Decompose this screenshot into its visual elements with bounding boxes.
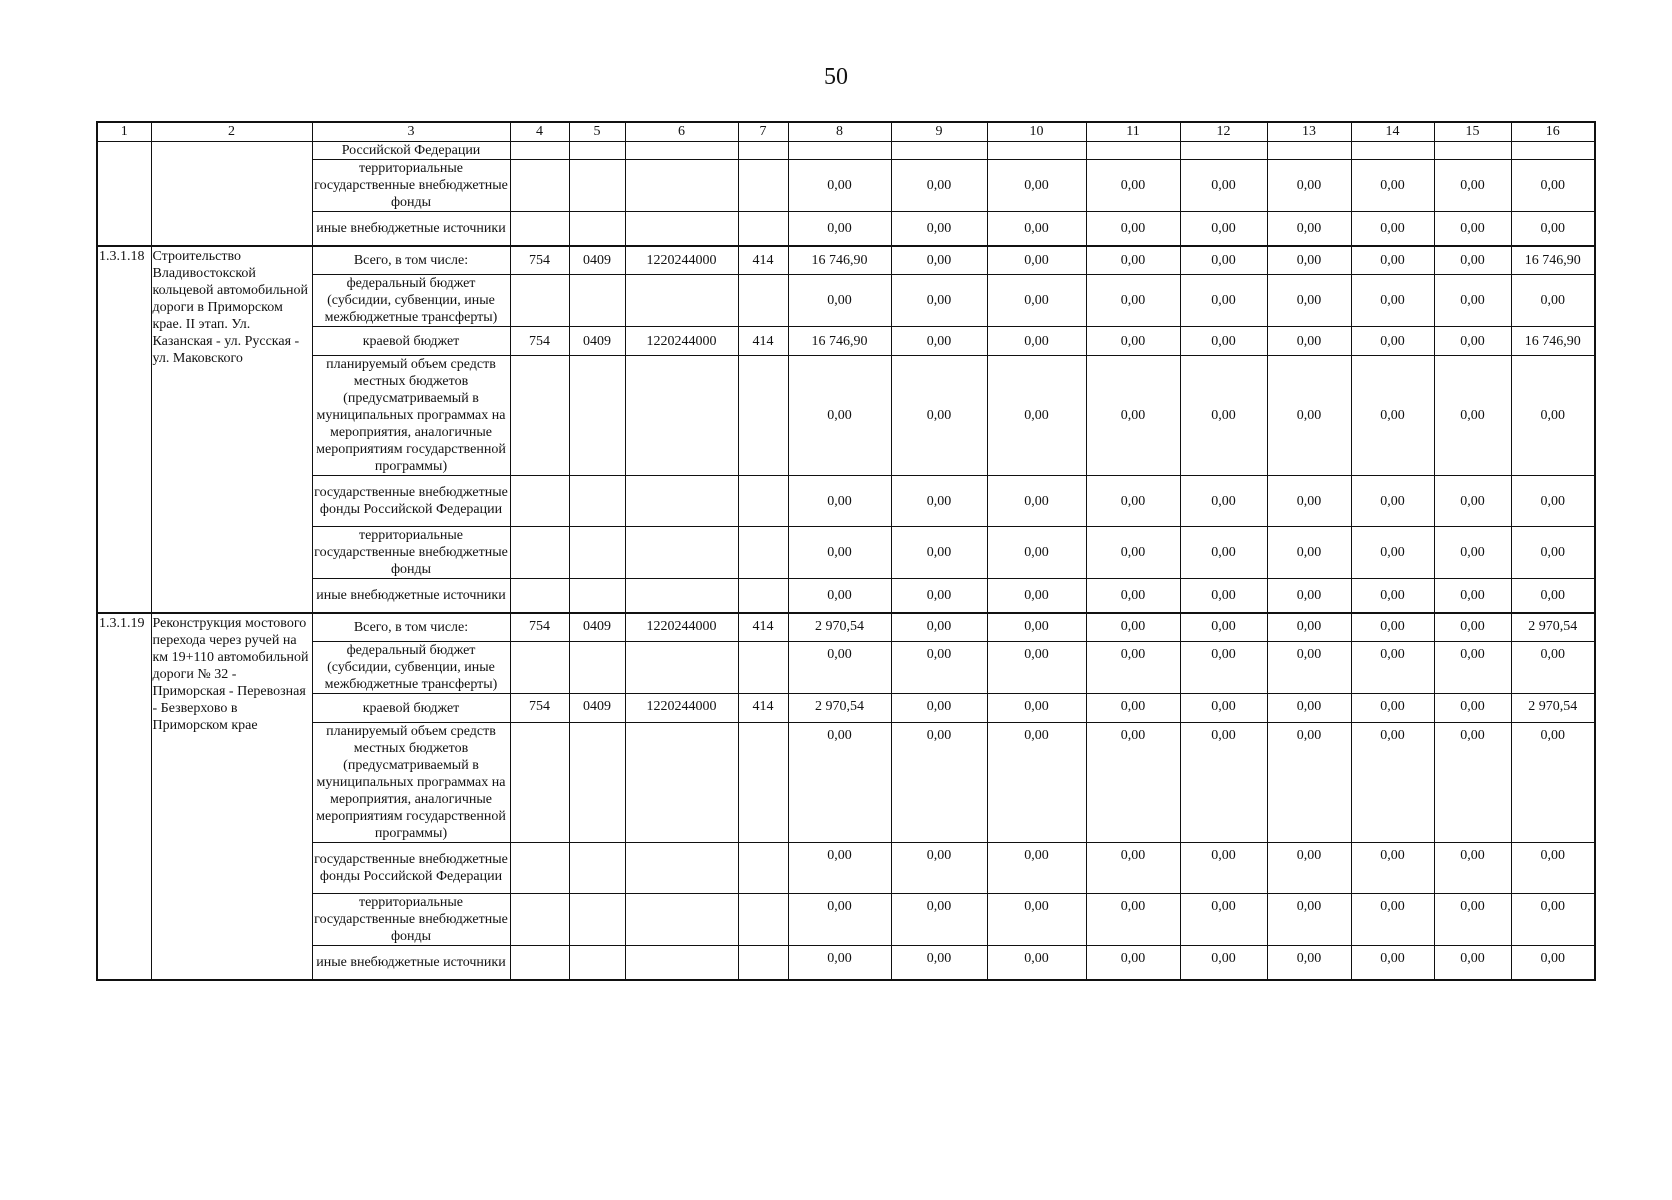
amount-cell-col-8: 16 746,90 bbox=[788, 246, 891, 275]
funding-source-cell: государственные внебюджетные фонды Российской Федерации bbox=[312, 843, 510, 894]
funding-source-cell: территориальные государственные внебюджетные фонды bbox=[312, 160, 510, 212]
amount-cell-col-14: 0,00 bbox=[1351, 160, 1434, 212]
budget-code-cell-c4 bbox=[510, 642, 569, 694]
amount-cell-col-9: 0,00 bbox=[891, 642, 987, 694]
amount-cell-col-15: 0,00 bbox=[1434, 894, 1511, 946]
budget-source-row bbox=[97, 160, 1595, 212]
column-number-15: 15 bbox=[1434, 122, 1511, 142]
amount-cell-col-12 bbox=[1180, 142, 1267, 160]
amount-cell-col-13: 0,00 bbox=[1267, 160, 1351, 212]
budget-code-cell-c4 bbox=[510, 579, 569, 613]
amount-cell-col-9: 0,00 bbox=[891, 946, 987, 980]
amount-cell-col-12: 0,00 bbox=[1180, 246, 1267, 275]
amount-cell-col-13: 0,00 bbox=[1267, 527, 1351, 579]
amount-cell-col-12: 0,00 bbox=[1180, 843, 1267, 894]
budget-code-cell-c6 bbox=[625, 579, 738, 613]
budget-source-row bbox=[97, 694, 1595, 723]
budget-source-row bbox=[97, 527, 1595, 579]
amount-cell-col-16: 0,00 bbox=[1511, 894, 1595, 946]
amount-cell-col-8: 0,00 bbox=[788, 894, 891, 946]
budget-code-cell-c5 bbox=[569, 579, 625, 613]
amount-cell-col-8: 0,00 bbox=[788, 723, 891, 843]
amount-cell-col-12: 0,00 bbox=[1180, 694, 1267, 723]
budget-source-row bbox=[97, 356, 1595, 476]
amount-cell-col-10: 0,00 bbox=[987, 723, 1086, 843]
budget-code-cell-c7: 414 bbox=[738, 613, 788, 642]
budget-code-cell-c4 bbox=[510, 275, 569, 327]
budget-code-cell-c5: 0409 bbox=[569, 613, 625, 642]
funding-source-cell: планируемый объем средств местных бюджетов (предусматриваемый в муниципальных программах на мероприятия, аналогичные мероприятиям государственной программы) bbox=[312, 723, 510, 843]
amount-cell-col-16: 16 746,90 bbox=[1511, 246, 1595, 275]
amount-cell-col-10 bbox=[987, 142, 1086, 160]
column-number-9: 9 bbox=[891, 122, 987, 142]
budget-code-cell-c4: 754 bbox=[510, 246, 569, 275]
amount-cell-col-15: 0,00 bbox=[1434, 275, 1511, 327]
amount-cell-col-9: 0,00 bbox=[891, 246, 987, 275]
amount-cell-col-8: 0,00 bbox=[788, 579, 891, 613]
amount-cell-col-15 bbox=[1434, 142, 1511, 160]
amount-cell-col-12: 0,00 bbox=[1180, 160, 1267, 212]
column-number-1: 1 bbox=[97, 122, 151, 142]
column-number-16: 16 bbox=[1511, 122, 1595, 142]
budget-code-cell-c6 bbox=[625, 843, 738, 894]
funding-source-cell: иные внебюджетные источники bbox=[312, 946, 510, 980]
amount-cell-col-11: 0,00 bbox=[1086, 327, 1180, 356]
budget-code-cell-c5 bbox=[569, 356, 625, 476]
amount-cell-col-13: 0,00 bbox=[1267, 275, 1351, 327]
amount-cell-col-10: 0,00 bbox=[987, 579, 1086, 613]
amount-cell-col-15: 0,00 bbox=[1434, 613, 1511, 642]
budget-code-cell-c6 bbox=[625, 275, 738, 327]
funding-source-cell: территориальные государственные внебюджетные фонды bbox=[312, 894, 510, 946]
amount-cell-col-8: 0,00 bbox=[788, 476, 891, 527]
budget-code-cell-c5 bbox=[569, 723, 625, 843]
budget-code-cell-c7 bbox=[738, 642, 788, 694]
amount-cell-col-11: 0,00 bbox=[1086, 694, 1180, 723]
budget-code-cell-c7: 414 bbox=[738, 694, 788, 723]
amount-cell-col-13: 0,00 bbox=[1267, 476, 1351, 527]
amount-cell-col-9: 0,00 bbox=[891, 843, 987, 894]
amount-cell-col-14: 0,00 bbox=[1351, 613, 1434, 642]
budget-code-cell-c4 bbox=[510, 160, 569, 212]
amount-cell-col-8: 16 746,90 bbox=[788, 327, 891, 356]
budget-code-cell-c4 bbox=[510, 527, 569, 579]
page-number: 50 bbox=[824, 64, 848, 90]
funding-source-cell: Российской Федерации bbox=[312, 142, 510, 160]
amount-cell-col-9: 0,00 bbox=[891, 579, 987, 613]
amount-cell-col-11: 0,00 bbox=[1086, 527, 1180, 579]
amount-cell-col-9: 0,00 bbox=[891, 476, 987, 527]
amount-cell-col-11: 0,00 bbox=[1086, 946, 1180, 980]
funding-source-cell: планируемый объем средств местных бюджетов (предусматриваемый в муниципальных программах на мероприятия, аналогичные мероприятиям государственной программы) bbox=[312, 356, 510, 476]
amount-cell-col-13: 0,00 bbox=[1267, 694, 1351, 723]
amount-cell-col-10: 0,00 bbox=[987, 527, 1086, 579]
budget-code-cell-c4 bbox=[510, 894, 569, 946]
budget-code-cell-c7 bbox=[738, 527, 788, 579]
budget-code-cell-c4 bbox=[510, 356, 569, 476]
budget-table bbox=[96, 121, 1596, 981]
funding-source-cell: краевой бюджет bbox=[312, 694, 510, 723]
amount-cell-col-15: 0,00 bbox=[1434, 160, 1511, 212]
budget-code-cell-c4 bbox=[510, 843, 569, 894]
budget-code-cell-c7 bbox=[738, 356, 788, 476]
amount-cell-col-14: 0,00 bbox=[1351, 246, 1434, 275]
amount-cell-col-15: 0,00 bbox=[1434, 212, 1511, 246]
amount-cell-col-11: 0,00 bbox=[1086, 579, 1180, 613]
amount-cell-col-12: 0,00 bbox=[1180, 946, 1267, 980]
amount-cell-col-11: 0,00 bbox=[1086, 356, 1180, 476]
amount-cell-col-14: 0,00 bbox=[1351, 723, 1434, 843]
amount-cell-col-8: 0,00 bbox=[788, 356, 891, 476]
column-number-11: 11 bbox=[1086, 122, 1180, 142]
amount-cell-col-9: 0,00 bbox=[891, 613, 987, 642]
budget-code-cell-c4 bbox=[510, 142, 569, 160]
amount-cell-col-9: 0,00 bbox=[891, 894, 987, 946]
item-name-cell bbox=[151, 142, 312, 246]
amount-cell-col-13: 0,00 bbox=[1267, 723, 1351, 843]
column-number-6: 6 bbox=[625, 122, 738, 142]
column-number-14: 14 bbox=[1351, 122, 1434, 142]
amount-cell-col-8: 0,00 bbox=[788, 275, 891, 327]
amount-cell-col-14: 0,00 bbox=[1351, 579, 1434, 613]
budget-code-cell-c5 bbox=[569, 642, 625, 694]
budget-code-cell-c6 bbox=[625, 356, 738, 476]
amount-cell-col-16: 0,00 bbox=[1511, 527, 1595, 579]
amount-cell-col-12: 0,00 bbox=[1180, 212, 1267, 246]
budget-code-cell-c7 bbox=[738, 579, 788, 613]
amount-cell-col-10: 0,00 bbox=[987, 642, 1086, 694]
budget-source-row bbox=[97, 613, 1595, 642]
item-name-cell: Строительство Владивостокской кольцевой автомобильной дороги в Приморском крае. II этап. Ул. Казанская - ул. Русская - ул. Маковского bbox=[151, 246, 312, 613]
amount-cell-col-10: 0,00 bbox=[987, 356, 1086, 476]
budget-code-cell-c5: 0409 bbox=[569, 327, 625, 356]
budget-code-cell-c5 bbox=[569, 843, 625, 894]
column-number-5: 5 bbox=[569, 122, 625, 142]
budget-code-cell-c4: 754 bbox=[510, 613, 569, 642]
budget-code-cell-c6: 1220244000 bbox=[625, 613, 738, 642]
budget-code-cell-c6: 1220244000 bbox=[625, 246, 738, 275]
amount-cell-col-14: 0,00 bbox=[1351, 327, 1434, 356]
amount-cell-col-12: 0,00 bbox=[1180, 476, 1267, 527]
item-number-cell: 1.3.1.19 bbox=[97, 613, 151, 980]
amount-cell-col-9: 0,00 bbox=[891, 356, 987, 476]
amount-cell-col-14: 0,00 bbox=[1351, 843, 1434, 894]
budget-source-row bbox=[97, 894, 1595, 946]
budget-source-row bbox=[97, 946, 1595, 980]
amount-cell-col-8 bbox=[788, 142, 891, 160]
funding-source-cell: иные внебюджетные источники bbox=[312, 579, 510, 613]
budget-code-cell-c4 bbox=[510, 723, 569, 843]
column-number-4: 4 bbox=[510, 122, 569, 142]
funding-source-cell: Всего, в том числе: bbox=[312, 613, 510, 642]
amount-cell-col-15: 0,00 bbox=[1434, 327, 1511, 356]
amount-cell-col-11: 0,00 bbox=[1086, 160, 1180, 212]
funding-source-cell: краевой бюджет bbox=[312, 327, 510, 356]
budget-code-cell-c7 bbox=[738, 723, 788, 843]
amount-cell-col-15: 0,00 bbox=[1434, 694, 1511, 723]
amount-cell-col-16: 0,00 bbox=[1511, 212, 1595, 246]
amount-cell-col-11: 0,00 bbox=[1086, 212, 1180, 246]
budget-code-cell-c6 bbox=[625, 946, 738, 980]
budget-code-cell-c7: 414 bbox=[738, 246, 788, 275]
amount-cell-col-12: 0,00 bbox=[1180, 327, 1267, 356]
amount-cell-col-16: 0,00 bbox=[1511, 160, 1595, 212]
amount-cell-col-11: 0,00 bbox=[1086, 723, 1180, 843]
amount-cell-col-12: 0,00 bbox=[1180, 275, 1267, 327]
amount-cell-col-16: 2 970,54 bbox=[1511, 613, 1595, 642]
amount-cell-col-11: 0,00 bbox=[1086, 246, 1180, 275]
amount-cell-col-8: 2 970,54 bbox=[788, 694, 891, 723]
amount-cell-col-16: 0,00 bbox=[1511, 843, 1595, 894]
amount-cell-col-16: 16 746,90 bbox=[1511, 327, 1595, 356]
budget-source-row bbox=[97, 843, 1595, 894]
amount-cell-col-9: 0,00 bbox=[891, 212, 987, 246]
amount-cell-col-12: 0,00 bbox=[1180, 642, 1267, 694]
amount-cell-col-9: 0,00 bbox=[891, 327, 987, 356]
amount-cell-col-11: 0,00 bbox=[1086, 894, 1180, 946]
amount-cell-col-8: 0,00 bbox=[788, 946, 891, 980]
funding-source-cell: территориальные государственные внебюджетные фонды bbox=[312, 527, 510, 579]
amount-cell-col-13: 0,00 bbox=[1267, 579, 1351, 613]
amount-cell-col-14: 0,00 bbox=[1351, 946, 1434, 980]
amount-cell-col-13: 0,00 bbox=[1267, 327, 1351, 356]
column-number-7: 7 bbox=[738, 122, 788, 142]
amount-cell-col-14: 0,00 bbox=[1351, 694, 1434, 723]
amount-cell-col-15: 0,00 bbox=[1434, 642, 1511, 694]
amount-cell-col-14: 0,00 bbox=[1351, 212, 1434, 246]
amount-cell-col-10: 0,00 bbox=[987, 246, 1086, 275]
item-number-cell bbox=[97, 142, 151, 246]
amount-cell-col-8: 0,00 bbox=[788, 212, 891, 246]
amount-cell-col-11: 0,00 bbox=[1086, 642, 1180, 694]
budget-code-cell-c4 bbox=[510, 212, 569, 246]
budget-code-cell-c7 bbox=[738, 476, 788, 527]
amount-cell-col-16: 0,00 bbox=[1511, 476, 1595, 527]
funding-source-cell: федеральный бюджет (субсидии, субвенции, иные межбюджетные трансферты) bbox=[312, 642, 510, 694]
amount-cell-col-9: 0,00 bbox=[891, 160, 987, 212]
funding-source-cell: иные внебюджетные источники bbox=[312, 212, 510, 246]
amount-cell-col-15: 0,00 bbox=[1434, 723, 1511, 843]
column-number-10: 10 bbox=[987, 122, 1086, 142]
amount-cell-col-15: 0,00 bbox=[1434, 356, 1511, 476]
funding-source-cell: федеральный бюджет (субсидии, субвенции, иные межбюджетные трансферты) bbox=[312, 275, 510, 327]
amount-cell-col-13: 0,00 bbox=[1267, 642, 1351, 694]
amount-cell-col-9: 0,00 bbox=[891, 723, 987, 843]
item-number-cell: 1.3.1.18 bbox=[97, 246, 151, 613]
funding-source-cell: Всего, в том числе: bbox=[312, 246, 510, 275]
budget-code-cell-c5 bbox=[569, 212, 625, 246]
amount-cell-col-14: 0,00 bbox=[1351, 275, 1434, 327]
amount-cell-col-9 bbox=[891, 142, 987, 160]
budget-code-cell-c5 bbox=[569, 946, 625, 980]
budget-code-cell-c5 bbox=[569, 476, 625, 527]
amount-cell-col-14: 0,00 bbox=[1351, 356, 1434, 476]
amount-cell-col-9: 0,00 bbox=[891, 275, 987, 327]
amount-cell-col-13 bbox=[1267, 142, 1351, 160]
amount-cell-col-11 bbox=[1086, 142, 1180, 160]
amount-cell-col-10: 0,00 bbox=[987, 694, 1086, 723]
amount-cell-col-12: 0,00 bbox=[1180, 894, 1267, 946]
column-number-header bbox=[97, 122, 1595, 142]
amount-cell-col-16: 0,00 bbox=[1511, 275, 1595, 327]
amount-cell-col-12: 0,00 bbox=[1180, 356, 1267, 476]
amount-cell-col-10: 0,00 bbox=[987, 843, 1086, 894]
amount-cell-col-14: 0,00 bbox=[1351, 642, 1434, 694]
budget-code-cell-c7: 414 bbox=[738, 327, 788, 356]
amount-cell-col-14: 0,00 bbox=[1351, 894, 1434, 946]
budget-source-row bbox=[97, 246, 1595, 275]
amount-cell-col-16 bbox=[1511, 142, 1595, 160]
amount-cell-col-16: 2 970,54 bbox=[1511, 694, 1595, 723]
amount-cell-col-11: 0,00 bbox=[1086, 476, 1180, 527]
amount-cell-col-16: 0,00 bbox=[1511, 579, 1595, 613]
amount-cell-col-8: 0,00 bbox=[788, 843, 891, 894]
budget-code-cell-c7 bbox=[738, 946, 788, 980]
amount-cell-col-14: 0,00 bbox=[1351, 476, 1434, 527]
amount-cell-col-16: 0,00 bbox=[1511, 642, 1595, 694]
amount-cell-col-15: 0,00 bbox=[1434, 246, 1511, 275]
budget-code-cell-c6 bbox=[625, 142, 738, 160]
amount-cell-col-14: 0,00 bbox=[1351, 527, 1434, 579]
amount-cell-col-10: 0,00 bbox=[987, 894, 1086, 946]
amount-cell-col-15: 0,00 bbox=[1434, 527, 1511, 579]
column-number-12: 12 bbox=[1180, 122, 1267, 142]
budget-source-row bbox=[97, 723, 1595, 843]
budget-source-row bbox=[97, 142, 1595, 160]
budget-source-row bbox=[97, 476, 1595, 527]
amount-cell-col-8: 0,00 bbox=[788, 160, 891, 212]
amount-cell-col-13: 0,00 bbox=[1267, 843, 1351, 894]
amount-cell-col-15: 0,00 bbox=[1434, 476, 1511, 527]
amount-cell-col-13: 0,00 bbox=[1267, 613, 1351, 642]
budget-code-cell-c6 bbox=[625, 894, 738, 946]
budget-code-cell-c6 bbox=[625, 642, 738, 694]
budget-source-row bbox=[97, 579, 1595, 613]
budget-code-cell-c5 bbox=[569, 142, 625, 160]
budget-source-row bbox=[97, 642, 1595, 694]
amount-cell-col-13: 0,00 bbox=[1267, 356, 1351, 476]
budget-source-row bbox=[97, 275, 1595, 327]
budget-code-cell-c7 bbox=[738, 212, 788, 246]
amount-cell-col-13: 0,00 bbox=[1267, 946, 1351, 980]
amount-cell-col-8: 2 970,54 bbox=[788, 613, 891, 642]
budget-source-row bbox=[97, 212, 1595, 246]
amount-cell-col-16: 0,00 bbox=[1511, 946, 1595, 980]
budget-code-cell-c4: 754 bbox=[510, 694, 569, 723]
amount-cell-col-12: 0,00 bbox=[1180, 579, 1267, 613]
amount-cell-col-16: 0,00 bbox=[1511, 723, 1595, 843]
budget-code-cell-c7 bbox=[738, 142, 788, 160]
amount-cell-col-15: 0,00 bbox=[1434, 946, 1511, 980]
amount-cell-col-15: 0,00 bbox=[1434, 843, 1511, 894]
amount-cell-col-12: 0,00 bbox=[1180, 723, 1267, 843]
budget-code-cell-c4 bbox=[510, 946, 569, 980]
amount-cell-col-10: 0,00 bbox=[987, 327, 1086, 356]
budget-code-cell-c5 bbox=[569, 894, 625, 946]
budget-code-cell-c5 bbox=[569, 160, 625, 212]
budget-code-cell-c7 bbox=[738, 894, 788, 946]
amount-cell-col-13: 0,00 bbox=[1267, 894, 1351, 946]
budget-code-cell-c5: 0409 bbox=[569, 246, 625, 275]
amount-cell-col-15: 0,00 bbox=[1434, 579, 1511, 613]
amount-cell-col-10: 0,00 bbox=[987, 946, 1086, 980]
budget-source-row bbox=[97, 327, 1595, 356]
budget-code-cell-c6: 1220244000 bbox=[625, 327, 738, 356]
budget-code-cell-c7 bbox=[738, 275, 788, 327]
amount-cell-col-10: 0,00 bbox=[987, 160, 1086, 212]
budget-code-cell-c5 bbox=[569, 527, 625, 579]
amount-cell-col-10: 0,00 bbox=[987, 212, 1086, 246]
budget-code-cell-c6 bbox=[625, 212, 738, 246]
amount-cell-col-14 bbox=[1351, 142, 1434, 160]
budget-code-cell-c5 bbox=[569, 275, 625, 327]
budget-code-cell-c6 bbox=[625, 527, 738, 579]
budget-code-cell-c5: 0409 bbox=[569, 694, 625, 723]
budget-code-cell-c6 bbox=[625, 723, 738, 843]
amount-cell-col-10: 0,00 bbox=[987, 476, 1086, 527]
amount-cell-col-12: 0,00 bbox=[1180, 527, 1267, 579]
column-number-13: 13 bbox=[1267, 122, 1351, 142]
amount-cell-col-13: 0,00 bbox=[1267, 246, 1351, 275]
budget-code-cell-c6 bbox=[625, 160, 738, 212]
amount-cell-col-12: 0,00 bbox=[1180, 613, 1267, 642]
amount-cell-col-11: 0,00 bbox=[1086, 275, 1180, 327]
column-number-3: 3 bbox=[312, 122, 510, 142]
amount-cell-col-11: 0,00 bbox=[1086, 843, 1180, 894]
budget-code-cell-c6: 1220244000 bbox=[625, 694, 738, 723]
item-name-cell: Реконструкция мостового перехода через ручей на км 19+110 автомобильной дороги № 32 - Приморская - Перевозная - Безверхово в Приморском крае bbox=[151, 613, 312, 980]
amount-cell-col-13: 0,00 bbox=[1267, 212, 1351, 246]
amount-cell-col-8: 0,00 bbox=[788, 527, 891, 579]
budget-code-cell-c4 bbox=[510, 476, 569, 527]
amount-cell-col-9: 0,00 bbox=[891, 527, 987, 579]
amount-cell-col-10: 0,00 bbox=[987, 275, 1086, 327]
amount-cell-col-11: 0,00 bbox=[1086, 613, 1180, 642]
column-number-8: 8 bbox=[788, 122, 891, 142]
budget-code-cell-c4: 754 bbox=[510, 327, 569, 356]
budget-code-cell-c6 bbox=[625, 476, 738, 527]
amount-cell-col-10: 0,00 bbox=[987, 613, 1086, 642]
amount-cell-col-9: 0,00 bbox=[891, 694, 987, 723]
budget-code-cell-c7 bbox=[738, 843, 788, 894]
column-number-2: 2 bbox=[151, 122, 312, 142]
budget-code-cell-c7 bbox=[738, 160, 788, 212]
amount-cell-col-8: 0,00 bbox=[788, 642, 891, 694]
amount-cell-col-16: 0,00 bbox=[1511, 356, 1595, 476]
funding-source-cell: государственные внебюджетные фонды Российской Федерации bbox=[312, 476, 510, 527]
